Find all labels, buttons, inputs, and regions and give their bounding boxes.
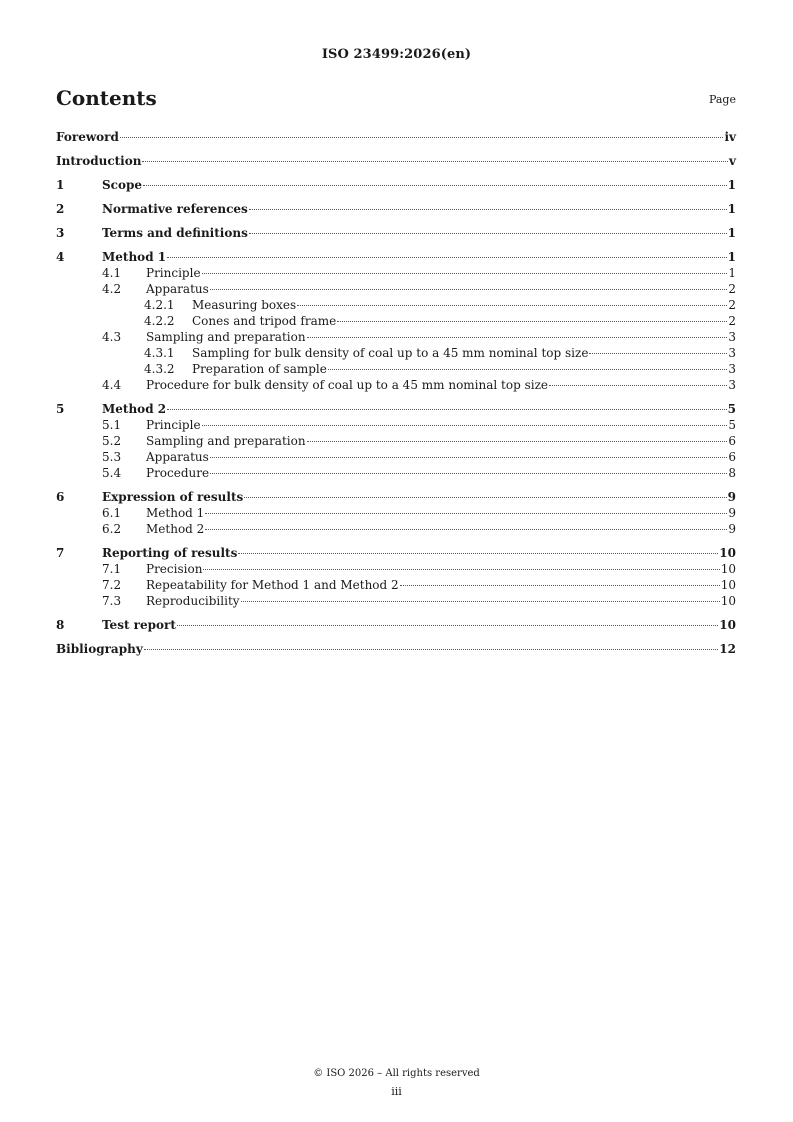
toc-entry-number: 1: [56, 178, 65, 192]
toc-entry-page[interactable]: 9: [727, 490, 736, 504]
dot-leader: [203, 569, 719, 570]
toc-entry[interactable]: [56, 521, 736, 537]
toc-entry-title[interactable]: Introduction: [56, 154, 142, 168]
toc-entry[interactable]: [56, 489, 736, 505]
toc-entry-number: 5.3: [102, 450, 122, 464]
toc-entry-number: 4.3.2: [144, 362, 175, 376]
toc-entry[interactable]: [56, 313, 736, 329]
toc-entry-title[interactable]: Reproducibility: [146, 594, 240, 608]
toc-entry-title[interactable]: Method 2: [102, 402, 167, 416]
dot-leader: [120, 137, 724, 138]
toc-entry-page[interactable]: 1: [727, 178, 736, 192]
toc-entry-title[interactable]: Repeatability for Method 1 and Method 2: [146, 578, 399, 592]
dot-leader: [210, 457, 728, 458]
dot-leader: [249, 209, 727, 210]
toc-entry[interactable]: [56, 505, 736, 521]
toc-entry-number: 7.3: [102, 594, 122, 608]
toc-entry-title[interactable]: Sampling for bulk density of coal up to a 45 mm nominal top size: [192, 346, 589, 360]
toc-entry-title[interactable]: Test report: [102, 618, 176, 632]
toc-entry-title[interactable]: Procedure for bulk density of coal up to a 45 mm nominal top size: [146, 378, 549, 392]
toc-entry-page[interactable]: 6: [728, 450, 736, 464]
dot-leader: [143, 185, 727, 186]
toc-entry-page[interactable]: 2: [728, 282, 736, 296]
toc-entry[interactable]: [56, 593, 736, 609]
toc-entry-page[interactable]: 5: [728, 418, 736, 432]
toc-entry[interactable]: [56, 265, 736, 281]
toc-entry-number: 6.1: [102, 506, 122, 520]
toc-entry-number: 6.2: [102, 522, 122, 536]
toc-entry-page[interactable]: 6: [728, 434, 736, 448]
toc-entry-title[interactable]: Foreword: [56, 130, 119, 144]
toc-entry[interactable]: [56, 129, 736, 145]
toc-entry[interactable]: [56, 577, 736, 593]
dot-leader: [241, 601, 720, 602]
toc-entry[interactable]: [56, 417, 736, 433]
toc-entry-page[interactable]: 1: [727, 226, 736, 240]
toc-entry[interactable]: [56, 225, 736, 241]
dot-leader: [297, 305, 727, 306]
toc-entry-number: 7.1: [102, 562, 122, 576]
toc-entry-number: 3: [56, 226, 65, 240]
toc-entry-title[interactable]: Sampling and preparation: [146, 434, 306, 448]
toc-entry[interactable]: [56, 433, 736, 449]
toc-entry-page[interactable]: 3: [728, 346, 736, 360]
dot-leader: [244, 497, 726, 498]
toc-entry-page[interactable]: 5: [727, 402, 736, 416]
toc-entry-title[interactable]: Normative references: [102, 202, 248, 216]
dot-leader: [205, 529, 727, 530]
toc-entry-page[interactable]: 1: [727, 202, 736, 216]
toc-entry[interactable]: [56, 545, 736, 561]
toc-entry[interactable]: [56, 361, 736, 377]
toc-entry-title[interactable]: Method 1: [102, 250, 167, 264]
toc-entry[interactable]: [56, 449, 736, 465]
dot-leader: [238, 553, 718, 554]
toc-entry[interactable]: [56, 177, 736, 193]
toc-entry[interactable]: [56, 201, 736, 217]
toc-entry[interactable]: [56, 377, 736, 393]
toc-entry-number: 4.2: [102, 282, 122, 296]
toc-entry-number: 5.2: [102, 434, 122, 448]
toc-entry-page[interactable]: 10: [719, 618, 736, 632]
dot-leader: [167, 257, 727, 258]
toc-entry-number: 8: [56, 618, 65, 632]
toc-entry[interactable]: [56, 465, 736, 481]
dot-leader: [307, 337, 728, 338]
dot-leader: [400, 585, 720, 586]
toc-entry-title[interactable]: Bibliography: [56, 642, 143, 656]
toc-entry-number: 4.1: [102, 266, 122, 280]
toc-entry-title[interactable]: Apparatus: [146, 450, 209, 464]
toc-entry[interactable]: [56, 249, 736, 265]
page-column-label: Page: [708, 93, 736, 106]
toc-entry-number: 4.2.2: [144, 314, 175, 328]
toc-entry[interactable]: [56, 641, 736, 657]
toc-entry-number: 4.3: [102, 330, 122, 344]
dot-leader: [144, 649, 719, 650]
toc-entry-number: 5: [56, 402, 65, 416]
toc-entry-title[interactable]: Method 2: [146, 522, 205, 536]
toc-entry-title[interactable]: Expression of results: [102, 490, 244, 504]
dot-leader: [337, 321, 727, 322]
toc-entry-number: 6: [56, 490, 65, 504]
toc-entry-title[interactable]: Principle: [146, 418, 201, 432]
toc-entry[interactable]: [56, 401, 736, 417]
dot-leader: [177, 625, 718, 626]
toc-entry-page[interactable]: 10: [720, 594, 736, 608]
toc-entry-title[interactable]: Cones and tripod frame: [192, 314, 337, 328]
toc-entry-number: 4.2.1: [144, 298, 175, 312]
toc-entry[interactable]: [56, 297, 736, 313]
toc-entry-title[interactable]: Apparatus: [146, 282, 209, 296]
toc-entry-number: 7.2: [102, 578, 122, 592]
toc-entry-title[interactable]: Procedure: [146, 466, 210, 480]
footer-copyright: © ISO 2026 – All rights reserved: [313, 1068, 480, 1079]
document-header: ISO 23499:2026(en): [321, 47, 472, 62]
contents-title: Contents: [56, 86, 157, 110]
dot-leader: [202, 273, 728, 274]
toc-entry[interactable]: [56, 153, 736, 169]
toc-entry-page[interactable]: 1: [728, 266, 736, 280]
dot-leader: [249, 233, 727, 234]
toc-entry-page[interactable]: 2: [728, 314, 736, 328]
toc-entry-number: 5.1: [102, 418, 122, 432]
toc-entry-title[interactable]: Sampling and preparation: [146, 330, 306, 344]
toc-entry-page[interactable]: 9: [728, 506, 736, 520]
toc-entry-page[interactable]: 10: [720, 578, 736, 592]
dot-leader: [210, 473, 727, 474]
dot-leader: [307, 441, 728, 442]
toc-entry-page[interactable]: 3: [728, 330, 736, 344]
toc-entry-number: 7: [56, 546, 65, 560]
toc-entry-page[interactable]: 3: [728, 362, 736, 376]
footer-page-number: iii: [391, 1085, 402, 1098]
toc-entry[interactable]: [56, 345, 736, 361]
toc-entry[interactable]: [56, 561, 736, 577]
toc-entry[interactable]: [56, 329, 736, 345]
toc-entry-number: 4.3.1: [144, 346, 175, 360]
toc-entry-page[interactable]: 10: [720, 562, 736, 576]
dot-leader: [589, 353, 727, 354]
toc-entry-number: 4.4: [102, 378, 122, 392]
toc-entry-title[interactable]: Principle: [146, 266, 201, 280]
toc-entry[interactable]: [56, 617, 736, 633]
toc-entry-title[interactable]: Measuring boxes: [192, 298, 297, 312]
dot-leader: [202, 425, 728, 426]
table-of-contents: [56, 129, 736, 657]
toc-entry-number: 5.4: [102, 466, 122, 480]
toc-entry-page[interactable]: 3: [728, 378, 736, 392]
toc-entry-page[interactable]: 9: [728, 522, 736, 536]
toc-entry-title[interactable]: Preparation of sample: [192, 362, 327, 376]
toc-entry-title[interactable]: Reporting of results: [102, 546, 238, 560]
toc-entry-title[interactable]: Scope: [102, 178, 143, 192]
toc-entry[interactable]: [56, 281, 736, 297]
dot-leader: [167, 409, 727, 410]
toc-entry-number: 4: [56, 250, 65, 264]
toc-entry-page[interactable]: 1: [727, 250, 736, 264]
dot-leader: [205, 513, 727, 514]
toc-entry-page[interactable]: 10: [719, 546, 736, 560]
toc-entry-page[interactable]: 2: [728, 298, 736, 312]
dot-leader: [549, 385, 727, 386]
toc-entry-title[interactable]: Terms and definitions: [102, 226, 248, 240]
toc-entry-number: 2: [56, 202, 65, 216]
dot-leader: [210, 289, 728, 290]
dot-leader: [328, 369, 728, 370]
toc-entry-page[interactable]: iv: [724, 130, 736, 144]
toc-entry-title[interactable]: Precision: [146, 562, 203, 576]
toc-entry-page[interactable]: v: [729, 154, 736, 168]
toc-entry-page[interactable]: 12: [719, 642, 736, 656]
dot-leader: [142, 161, 728, 162]
toc-entry-page[interactable]: 8: [728, 466, 736, 480]
toc-entry-title[interactable]: Method 1: [146, 506, 205, 520]
